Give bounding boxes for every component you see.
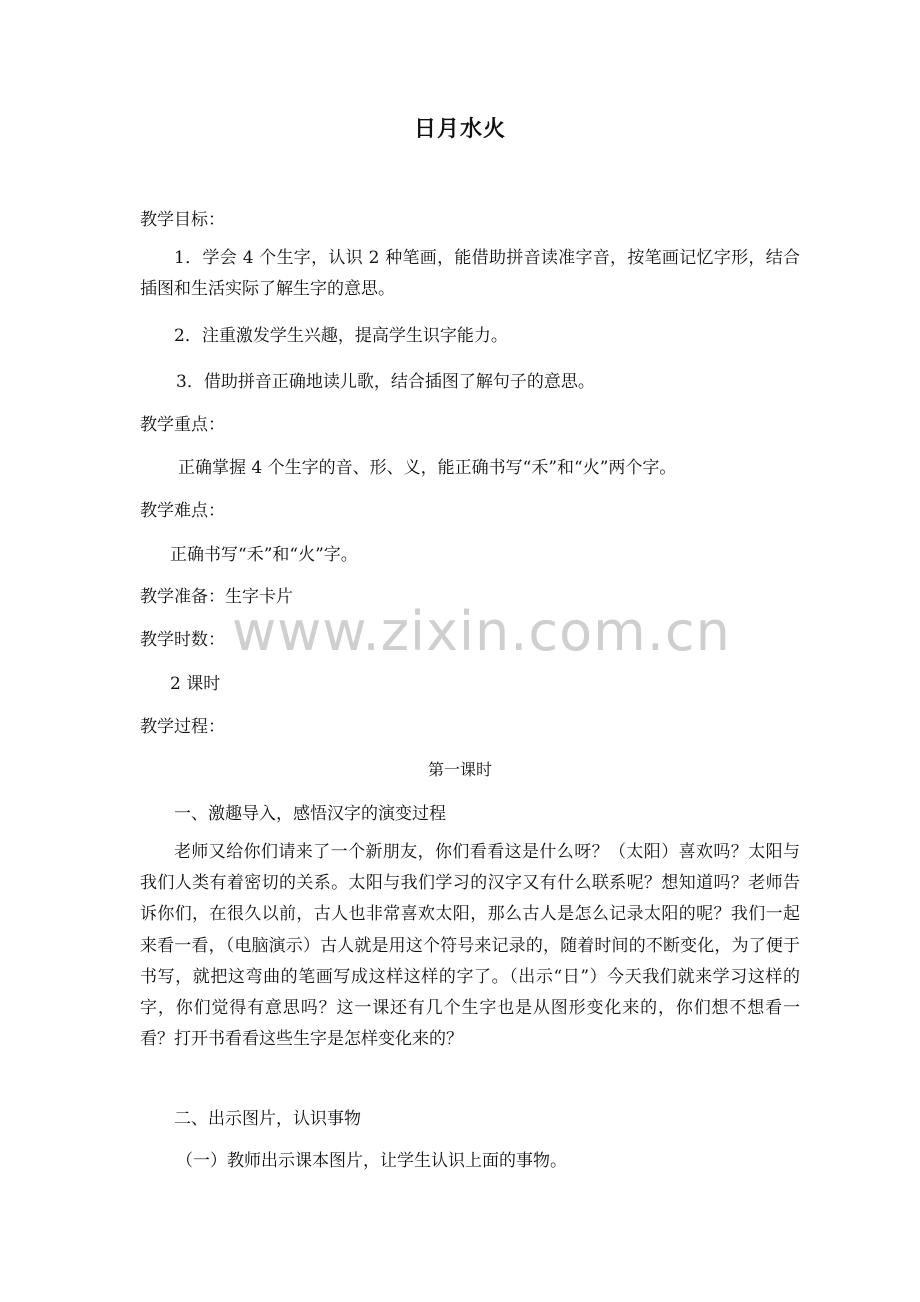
document-title: 日月水火: [413, 117, 506, 142]
section1-body: 老师又给你们请来了一个新朋友，你们看看这是什么呀？（太阳）喜欢吗？太阳与我们人类有着密切的关系。太阳与我们学习的汉字又有什么联系呢？想知道吗？老师告诉你们，在很久以前，古人也非常喜欢太阳，那么古人是怎么记录太阳的呢？我们一起来看一看，（电脑演示）古人就是用这个符号来记录的，随着时间的不断变化，为了便于书写，就把这弯曲的笔画写成这样这样的字了。（出示“日”）今天我们就来学习这样的字，你们觉得有意思吗？这一课还有几个生字也是从图形变化来的，你们想不想看一看？打开书看看这些生字是怎样变化来的？: [140, 842, 800, 1050]
difficulty-text: 正确书写“禾”和“火”字。: [170, 545, 358, 565]
section2-title: 二、出示图片，认识事物: [174, 1109, 361, 1129]
goal-item-3: 3．借助拼音正确地读儿歌，结合插图了解句子的意思。: [176, 372, 595, 392]
hours-heading: 教学时数：: [140, 630, 225, 650]
goal-item-2: 2．注重激发学生兴趣，提高学生识字能力。: [174, 326, 508, 346]
key-heading: 教学重点：: [140, 415, 225, 435]
section2-item-1: （一）教师出示课本图片，让学生认识上面的事物。: [176, 1151, 567, 1171]
preparation-line: 教学准备：生字卡片: [140, 587, 293, 607]
hours-value: 2 课时: [170, 674, 221, 694]
section1-title: 一、激趣导入，感悟汉字的演变过程: [174, 804, 446, 824]
key-text: 正确掌握 4 个生字的音、形、义，能正确书写“禾”和“火”两个字。: [178, 458, 677, 478]
goal-item-1: 1．学会 4 个生字，认识 2 种笔画，能借助拼音读准字音，按笔画记忆字形，结合插图和生活实际了解生字的意思。: [140, 248, 800, 300]
process-heading: 教学过程：: [140, 717, 225, 737]
goals-heading: 教学目标：: [140, 210, 225, 230]
difficulty-heading: 教学难点：: [140, 501, 225, 521]
lesson-title: 第一课时: [427, 760, 492, 779]
watermark-text: www.zixin.com.cn: [232, 600, 731, 663]
